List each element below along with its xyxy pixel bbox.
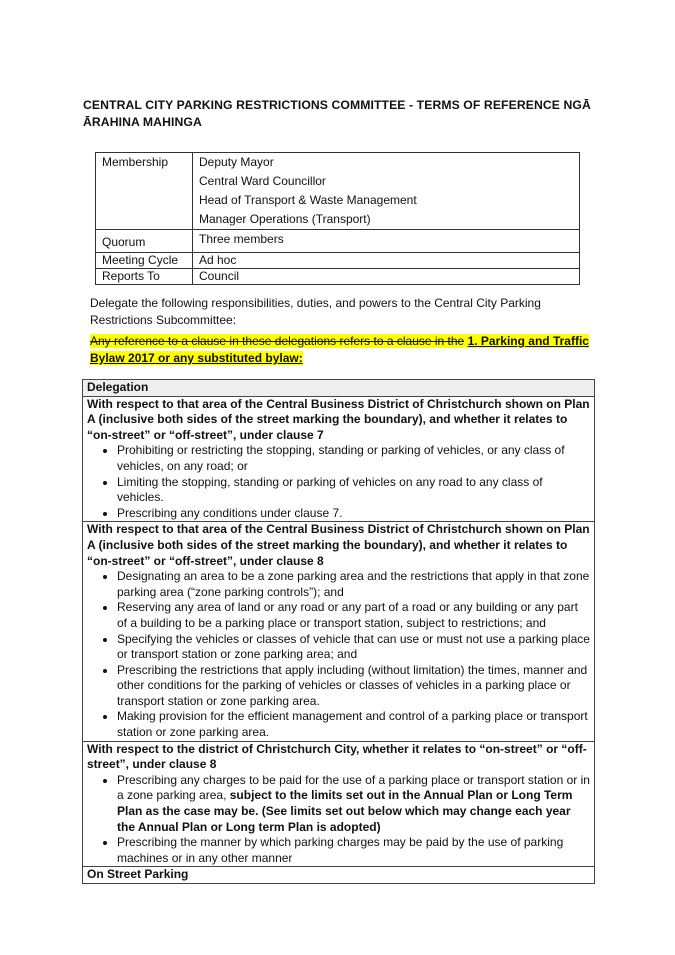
- list-item: • Prescribing any conditions under clause 7.: [117, 506, 590, 522]
- meeting-cycle-row: [96, 253, 580, 269]
- membership-list: [193, 153, 580, 230]
- list-item: • Prescribing the manner by which parking charges may be paid by the use of parking machines or in any other manner: [117, 835, 590, 866]
- struck-text: Any reference to a clause in these delegations refers to a clause in the: [90, 334, 465, 348]
- membership-row: [96, 153, 580, 230]
- clause-7-list: [87, 443, 590, 521]
- charges-limits-text: subject to the limits set out in the Annual Plan or Long Term Plan as the case may be. (See limits set out below which may change each year the Annual Plan or Long term Plan is adopted): [117, 788, 573, 834]
- intro-paragraph: Delegate the following responsibilities, duties, and powers to the Central City Parking Restrictions Subcommittee:: [90, 296, 541, 327]
- quorum-value: Three members: [193, 230, 580, 253]
- member-item: Deputy Mayor: [199, 155, 274, 169]
- charges-text: Prescribing any charges to be paid for the use of a parking place or transport station or in a zone parking area,: [117, 772, 590, 803]
- list-item: • Prohibiting or restricting the stopping, standing or parking of vehicles, or any class of vehicles, on any road; or: [117, 443, 590, 474]
- delegation-header: Delegation: [83, 380, 594, 397]
- clause-8-list: [87, 569, 590, 741]
- clause-7-section: [83, 397, 594, 523]
- member-item: Central Ward Councillor: [199, 174, 326, 188]
- member-item: Head of Transport & Waste Management: [199, 193, 417, 207]
- member-item: Manager Operations (Transport): [199, 212, 371, 226]
- reports-to-label: Reports To: [96, 269, 193, 285]
- list-item: • Designating an area to be a zone parking area and the restrictions that apply in that zone parking area (“zone parking controls”); and: [117, 569, 590, 600]
- list-item: • Prescribing the restrictions that apply including (without limitation) the times, manner and other conditions for the parking of vehicles or classes of vehicles in a parking place or transport station or zone parking area.: [117, 663, 590, 710]
- quorum-row: [96, 230, 580, 253]
- reports-to-row: [96, 269, 580, 285]
- bylaw-link[interactable]: 1. Parking and Traffic Bylaw 2017 or any substituted bylaw:: [90, 334, 589, 365]
- meeting-cycle-value: Ad hoc: [193, 253, 580, 269]
- membership-label: Membership: [96, 153, 193, 230]
- list-item: • Limiting the stopping, standing or parking of vehicles on any road to any class of vehicles.: [117, 475, 590, 506]
- list-item: • Reserving any area of land or any road or any part of a road or any building or any part of a building to be a parking place or transport station, subject to restrictions; and: [117, 600, 590, 631]
- list-item: [117, 773, 590, 835]
- quorum-label: Quorum: [96, 230, 193, 253]
- city-charges-section: [83, 742, 594, 868]
- list-item: • Making provision for the efficient management and control of a parking place or transport station or zone parking area.: [117, 709, 590, 740]
- city-charges-heading: With respect to the district of Christchurch City, whether it relates to “on-street” or “off-street”, under clause 8: [87, 741, 587, 772]
- membership-table: [95, 152, 580, 285]
- clause-8-section: [83, 522, 594, 741]
- meeting-cycle-label: Meeting Cycle: [96, 253, 193, 269]
- delegation-table: [82, 379, 595, 884]
- list-item: • Specifying the vehicles or classes of vehicle that can use or must not use a parking place or transport station or zone parking area; and: [117, 632, 590, 663]
- clause-8-heading: With respect to that area of the Central Business District of Christchurch shown on Plan A (inclusive both sides of the street marking the boundary), and whether it relates to “on-street” or “off-street”, under clause 8: [87, 522, 590, 568]
- city-charges-list: [87, 773, 590, 867]
- amendment-paragraph: [90, 333, 590, 367]
- clause-7-heading: With respect to that area of the Central Business District of Christchurch shown on Plan A (inclusive both sides of the street marking the boundary), and whether it relates to “on-street” or “off-street”, under clause 7: [87, 396, 590, 442]
- page-title: CENTRAL CITY PARKING RESTRICTIONS COMMITTEE - TERMS OF REFERENCE NGĀ ĀRAHINA MAHINGA: [83, 98, 591, 129]
- reports-to-value: Council: [193, 269, 580, 285]
- on-street-parking-heading: On Street Parking: [87, 867, 189, 882]
